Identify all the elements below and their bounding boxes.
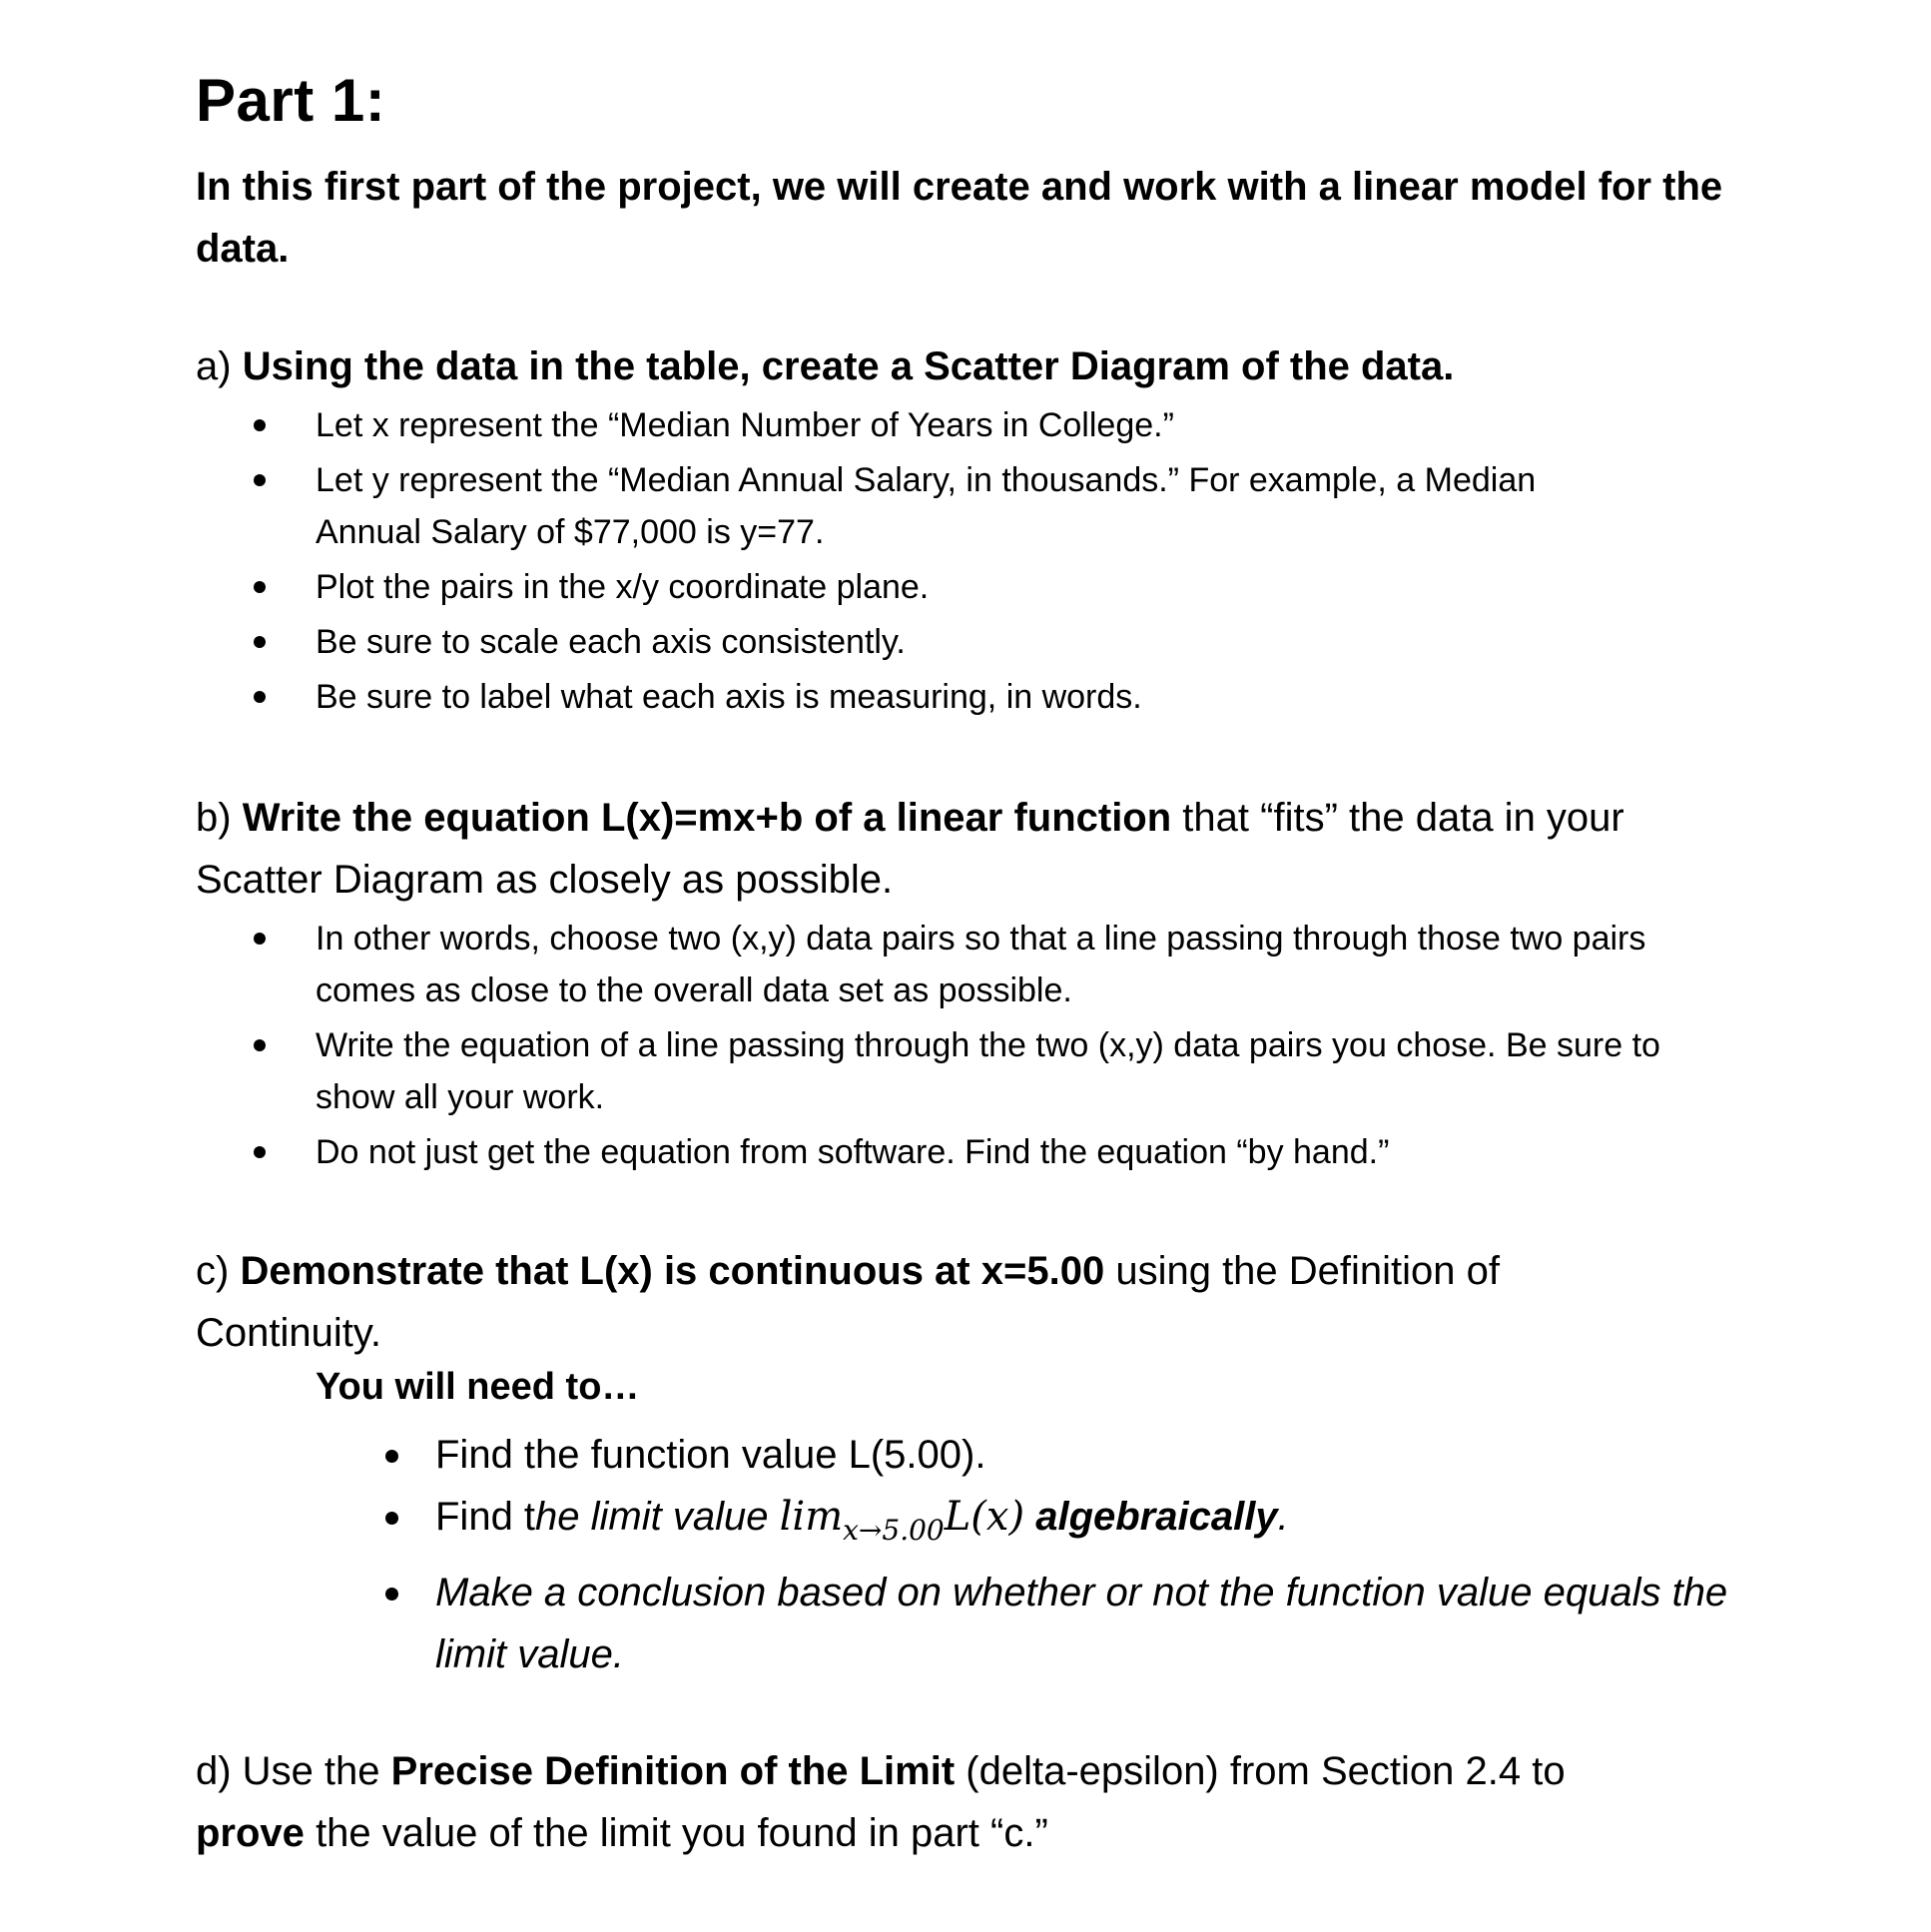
section-d-paragraph: d) Use the Precise Definition of the Limit (delta-epsilon) from Section 2.4 to prove the value of the limit you found in part “c.” [196,1749,1566,1855]
limit-bullet: Find the limit value $\lim_{x\to 5.00}L(x)$ algebraically. [435,1494,1289,1547]
section-b-label: b) [196,796,232,840]
prove-text: prove [196,1811,305,1855]
section-a-list [196,399,1753,723]
list-item: Do not just get the equation from software. Find the equation “by hand.” [196,1126,1753,1178]
bullet-icon [254,933,266,945]
section-a-heading [196,335,1753,397]
list-item: Write the equation of a line passing through the two (x,y) data pairs you chose. Be sure to show all your work. [196,1019,1753,1123]
section-c-title: Demonstrate that L(x) is continuous at x=5.00 [240,1249,1105,1293]
list-item: Find the function value L(5.00). [196,1424,1753,1486]
list-item: Be sure to scale each axis consistently. [196,616,1753,668]
list-item [196,1486,1753,1562]
section-c-list [196,1424,1753,1685]
section-c-rest: using the Definition of Continuity. [196,1249,1501,1355]
precise-definition-text: Precise Definition of the Limit [390,1749,956,1793]
bullet-icon [254,1039,266,1051]
bullet-icon [385,1450,398,1463]
limit-expression: $\lim_{x\to 5.00}L(x)$ [779,1494,1025,1547]
list-item: Let y represent the “Median Annual Salary, in thousands.” For example, a Median Annual Salary of $77,000 is y=77. [196,454,1753,558]
bullet-icon [385,1512,398,1525]
section-a-label: a) [196,344,232,388]
list-item: Be sure to label what each axis is measuring, in words. [196,671,1753,723]
you-will-need-label: You will need to… [316,1366,640,1408]
list-item: Make a conclusion based on whether or not the function value equals the limit value. [196,1562,1753,1685]
bullet-icon [254,636,266,648]
intro-paragraph: In this first part of the project, we will create and work with a linear model for the data. [196,165,1723,271]
section-c-label: c) [196,1249,230,1293]
part-title: Part 1: [196,67,386,134]
bullet-icon [254,474,266,486]
section-b-rest: that “fits” the data in your Scatter Diagram as closely as possible. [196,796,1624,902]
bullet-icon [254,691,266,703]
section-c-heading [196,1240,1594,1364]
bullet-icon [254,1146,266,1158]
bullet-icon [254,581,266,593]
list-item: Plot the pairs in the x/y coordinate plane. [196,561,1753,613]
list-item: Let x represent the “Median Number of Years in College.” [196,399,1753,451]
bullet-icon [254,419,266,431]
section-a-title: Using the data in the table, create a Scatter Diagram of the data. [242,344,1455,388]
section-b-title: Write the equation L(x)=mx+b of a linear function [242,796,1172,840]
list-item: In other words, choose two (x,y) data pairs so that a line passing through those two pairs comes as close to the overall data set as possible. [196,913,1753,1016]
section-b-list [196,913,1753,1178]
section-b-heading [196,787,1733,911]
bullet-icon [385,1588,398,1601]
